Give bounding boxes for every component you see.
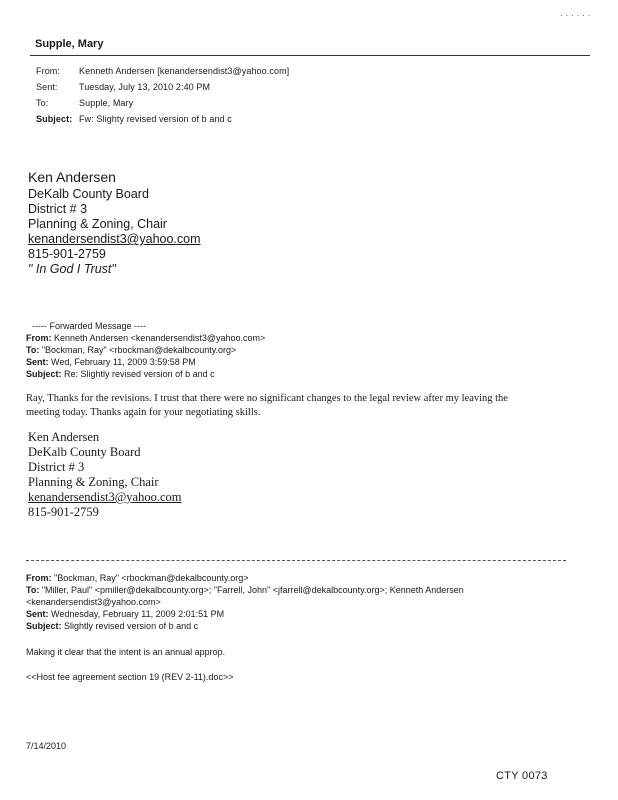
fwd1-to-row [26,345,236,355]
fwd1-from-label: From: [26,333,52,343]
fwd2-to-value-line2: <kenandersendist3@yahoo.com> [26,597,161,607]
header-sent-value: Tuesday, July 13, 2010 2:40 PM [79,82,211,92]
fwd2-to-label: To: [26,585,40,595]
message-separator [26,560,566,561]
fwd1-sent-label: Sent: [26,357,49,367]
fwd2-sent-label: Sent: [26,609,49,619]
fwd2-subject-label: Subject: [26,621,62,631]
sig-mid-phone: 815-901-2759 [28,505,99,519]
sig-top-name: Ken Andersen [28,169,116,185]
sig-top-line1: DeKalb County Board [28,187,149,201]
fwd1-subject-label: Subject: [26,369,62,379]
sig-mid-line3: Planning & Zoning, Chair [28,475,159,489]
fwd2-to-row [26,585,464,595]
fwd1-from-value: Kenneth Andersen <kenandersendist3@yahoo.com> [54,333,266,343]
fwd1-from-row [26,333,265,343]
fwd2-sent-value: Wednesday, February 11, 2009 2:01:51 PM [51,609,225,619]
fwd2-subject-value: Slightly revised version of b and c [64,621,199,631]
fwd1-sent-row [26,357,196,367]
sig-mid-line2: District # 3 [28,460,85,474]
header-to-label: To: [36,98,49,108]
header-from-row [36,66,596,78]
header-from-label: From: [36,66,60,76]
fwd2-body-line1: Making it clear that the intent is an annual approp. [26,647,226,657]
header-to-row [36,98,596,110]
fwd2-from-label: From: [26,573,52,583]
fwd2-sent-row [26,609,224,619]
scan-mark: · · · · · · [560,10,591,20]
sig-top-line2: District # 3 [28,202,88,216]
sender-name: Supple, Mary [35,38,104,50]
header-from-value: Kenneth Andersen [kenandersendist3@yahoo.com] [79,66,290,76]
bates-number: CTY 0073 [496,770,548,782]
fwd1-body-line2: meeting today. Thanks again for your negotiating skills. [26,407,261,418]
sig-mid-name: Ken Andersen [28,430,100,444]
fwd1-body-line1: Ray, Thanks for the revisions. I trust that there were no significant changes to the legal review after my leaving the [26,393,508,404]
fwd1-sent-value: Wed, February 11, 2009 3:59:58 PM [51,357,196,367]
header-rule [30,55,590,56]
fwd1-subject-row [26,369,215,379]
fwd2-to-value-line1: "Miller, Paul" <pmiller@dekalbcounty.org>; "Farrell, John" <jfarrell@dekalbcounty.org>; Kenneth Andersen [41,585,464,595]
header-subject-value: Fw: Slighty revised version of b and c [79,114,232,124]
fwd1-to-value: "Bockman, Ray" <rbockman@dekalbcounty.org> [41,345,237,355]
header-sent-label: Sent: [36,82,58,92]
header-to-value: Supple, Mary [79,98,134,108]
sig-mid-line1: DeKalb County Board [28,445,141,459]
fwd1-to-label: To: [26,345,40,355]
sig-top-line3: Planning & Zoning, Chair [28,217,167,231]
header-subject-label: Subject: [36,114,73,124]
sig-top-phone: 815-901-2759 [28,247,106,261]
print-date: 7/14/2010 [26,741,67,751]
header-sent-row [36,82,596,94]
sig-top-motto: " In God I Trust" [28,262,116,276]
fwd1-subject-value: Re: Slightly revised version of b and c [64,369,215,379]
forward-banner: ----- Forwarded Message ---- [32,321,147,331]
sig-mid-email[interactable]: kenandersendist3@yahoo.com [28,490,182,504]
fwd2-subject-row [26,621,198,631]
sig-top-email[interactable]: kenandersendist3@yahoo.com [28,232,201,246]
fwd2-from-value: "Bockman, Ray" <rbockman@dekalbcounty.org> [54,573,249,583]
fwd2-from-row [26,573,248,583]
fwd2-body-line2: <<Host fee agreement section 19 (REV 2-11).doc>> [26,672,234,682]
header-subject-row [36,114,596,126]
